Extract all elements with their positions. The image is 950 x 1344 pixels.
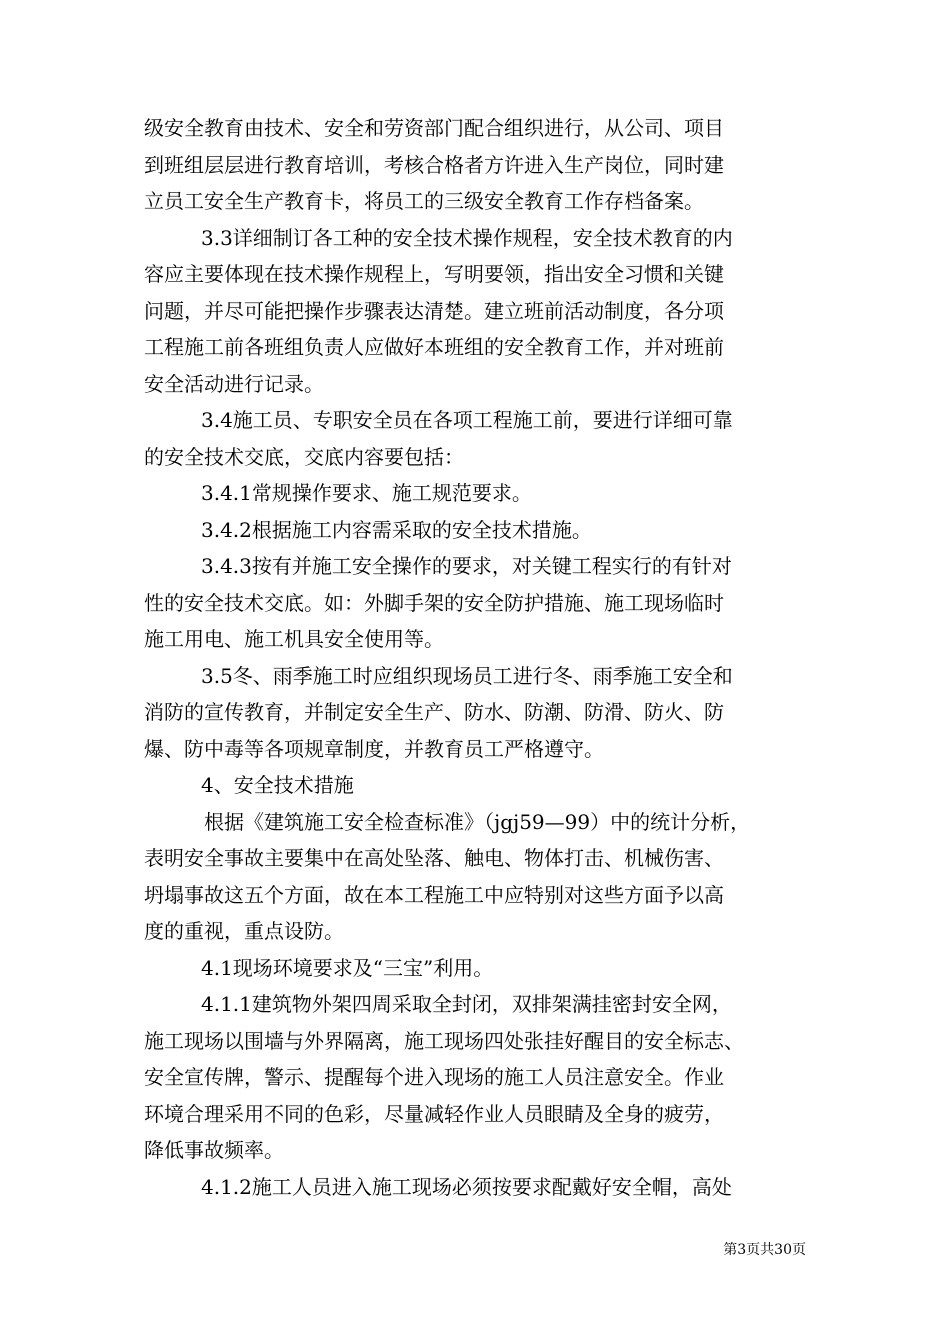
paragraph-line: 表明安全事故主要集中在高处坠落、触电、物体打击、机械伤害、: [144, 846, 724, 870]
paragraph-line: 施工用电、施工机具安全使用等。: [144, 627, 444, 651]
section-heading: 4、安全技术措施: [201, 773, 354, 797]
paragraph-line: 3.4施工员、专职安全员在各项工程施工前，要进行详细可靠: [201, 408, 733, 432]
paragraph-line: 施工现场以围墙与外界隔离，施工现场四处张挂好醒目的安全标志、: [144, 1028, 744, 1053]
document-body: [144, 110, 814, 1205]
paragraph-line: 爆、防中毒等各项规章制度，并教育员工严格遵守。: [144, 736, 604, 761]
paragraph-line: 环境合理采用不同的色彩，尽量减轻作业人员眼睛及全身的疲劳，: [144, 1101, 724, 1126]
paragraph-line: 工程施工前各班组负责人应做好本班组的安全教育工作，并对班前: [144, 335, 724, 359]
paragraph-line: 度的重视，重点设防。: [144, 919, 344, 943]
paragraph-line: 3.5冬、雨季施工时应组织现场员工进行冬、雨季施工安全和: [201, 663, 733, 688]
paragraph-line: 消防的宣传教育，并制定安全生产、防水、防潮、防滑、防火、防: [144, 700, 724, 724]
paragraph-line: 的安全技术交底，交底内容要包括：: [144, 444, 464, 469]
paragraph-line: 3.3详细制订各工种的安全技术操作规程，安全技术教育的内: [201, 225, 733, 250]
paragraph-line: 坍塌事故这五个方面，故在本工程施工中应特别对这些方面予以高: [144, 882, 724, 907]
paragraph-line: 到班组层层进行教育培训，考核合格者方许进入生产岗位，同时建: [144, 152, 724, 177]
paragraph-line: 3.4.1常规操作要求、施工规范要求。: [201, 481, 532, 505]
paragraph-line: 4.1现场环境要求及“三宝”利用。: [201, 955, 494, 980]
paragraph-line: 问题，并尽可能把操作步骤表达清楚。建立班前活动制度，各分项: [144, 298, 724, 323]
paragraph-line: 立员工安全生产教育卡，将员工的三级安全教育工作存档备案。: [144, 189, 704, 213]
paragraph-line: 安全宣传牌，警示、提醒每个进入现场的施工人员注意安全。作业: [144, 1065, 724, 1089]
paragraph-line: 3.4.3按有并施工安全操作的要求，对关键工程实行的有针对: [201, 554, 732, 578]
paragraph-line: 性的安全技术交底。如：外脚手架的安全防护措施、施工现场临时: [144, 590, 724, 615]
paragraph-line: 4.1.1建筑物外架四周采取全封闭，双排架满挂密封安全网，: [201, 992, 732, 1016]
paragraph-line: 根据《建筑施工安全检查标准》（jgj59—99）中的统计分析，: [204, 809, 751, 834]
page-number-footer: 第3页共30页: [723, 1242, 806, 1258]
paragraph-line: 3.4.2根据施工内容需采取的安全技术措施。: [201, 517, 592, 542]
paragraph-line: 降低事故频率。: [144, 1138, 284, 1162]
paragraph-line: 容应主要体现在技术操作规程上，写明要领，指出安全习惯和关键: [144, 262, 724, 286]
paragraph-line: 安全活动进行记录。: [144, 371, 324, 396]
paragraph-line: 级安全教育由技术、安全和劳资部门配合组织进行，从公司、项目: [144, 116, 724, 140]
paragraph-line: 4.1.2施工人员进入施工现场必须按要求配戴好安全帽，高处: [201, 1174, 732, 1199]
